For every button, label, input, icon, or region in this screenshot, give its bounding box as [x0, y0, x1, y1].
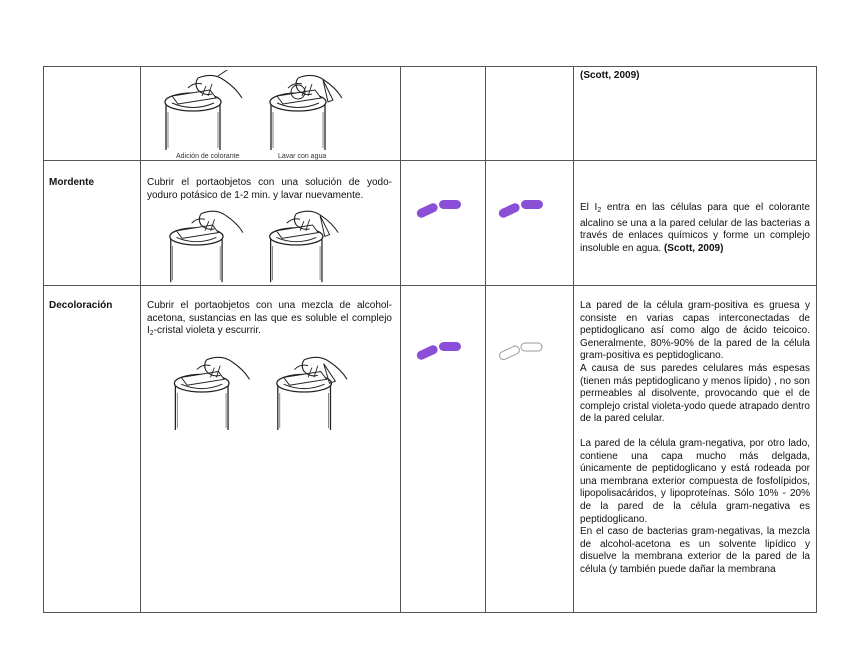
row2-illustration: [158, 206, 368, 284]
row3-explanation: [580, 300, 810, 576]
gram-positive-bacteria-icon: [412, 340, 472, 370]
row1-explanation: [580, 70, 810, 83]
paragraph: A causa de sus paredes celulares más espesas (tienen más peptidoglicano y menos lípido) , no son permeables al disolvente, provocando que el de complejo cristal violeta-yodo quede atrapado dentro de la pared celular.: [580, 362, 810, 425]
slide-stain-drawing-icon: [158, 70, 368, 152]
col-border-4: [573, 66, 574, 613]
paragraph: En el caso de bacterias gram-negativas, la mezcla de alcohol-acetona es un solvente lipídico y disuelve la membrana exterior de la pared de la célula (y también puede dañar la membrana: [580, 526, 810, 575]
gram-positive-bacteria-icon: [412, 198, 472, 228]
caption-adicion: Adición de colorante: [176, 153, 240, 160]
procedure-text: Cubrir el portaobjetos con una solución de yodo-yoduro potásico de 1-2 min. y lavar nuevamente.: [147, 177, 392, 201]
col-border-3: [485, 66, 486, 613]
step-name: Mordente: [49, 177, 94, 188]
citation: (Scott, 2009): [580, 70, 640, 81]
col-border-2: [400, 66, 401, 613]
caption-lavar: Lavar con agua: [278, 153, 327, 160]
row1-illustration: [158, 70, 368, 162]
row-border-top: [43, 66, 817, 67]
row-border-bottom: [43, 612, 817, 613]
col-border-5: [816, 66, 817, 613]
citation: (Scott, 2009): [663, 242, 724, 254]
col-border-0: [43, 66, 44, 613]
row3-illustration: [165, 352, 375, 432]
paragraph: La pared de la célula gram-positiva es gruesa y consiste en varias capas interconectadas de peptidoglicano así como algo de ácido teicoico. Generalmente, 80%-90% de la pared de la célula gram-positiva es peptidoglicano.: [580, 300, 810, 362]
row2-explanation: El $I_2$ entra en las células para que el colorante alcalino se una a la pared celular de las bacterias a través de enlaces químicos y forme un complejo insoluble en agua. (Scott, 2009): [580, 202, 810, 254]
paragraph: La pared de la célula gram-negativa, por otro lado, contiene una capa mucho más delgada, únicamente de peptidoglicano y está rodeada por una membrana exterior compuesta de fosfolípidos, lipopolisacáridos, y lipoproteínas. Sólo 10% - 20% de la pared de la célula gram-negativa es peptidoglicano.: [580, 437, 810, 525]
row-border-2: [43, 285, 817, 286]
step-name: Decoloración: [49, 300, 113, 311]
decolorized-bacteria-icon: [494, 340, 554, 370]
gram-negative-bacteria-icon: [494, 198, 554, 228]
col-border-1: [140, 66, 141, 613]
procedure-text: Cubrir el portaobjetos con una mezcla de alcohol-acetona, sustancias en las que es soluble el complejo $I_2$-cristal violeta y escurrir.: [147, 300, 392, 338]
